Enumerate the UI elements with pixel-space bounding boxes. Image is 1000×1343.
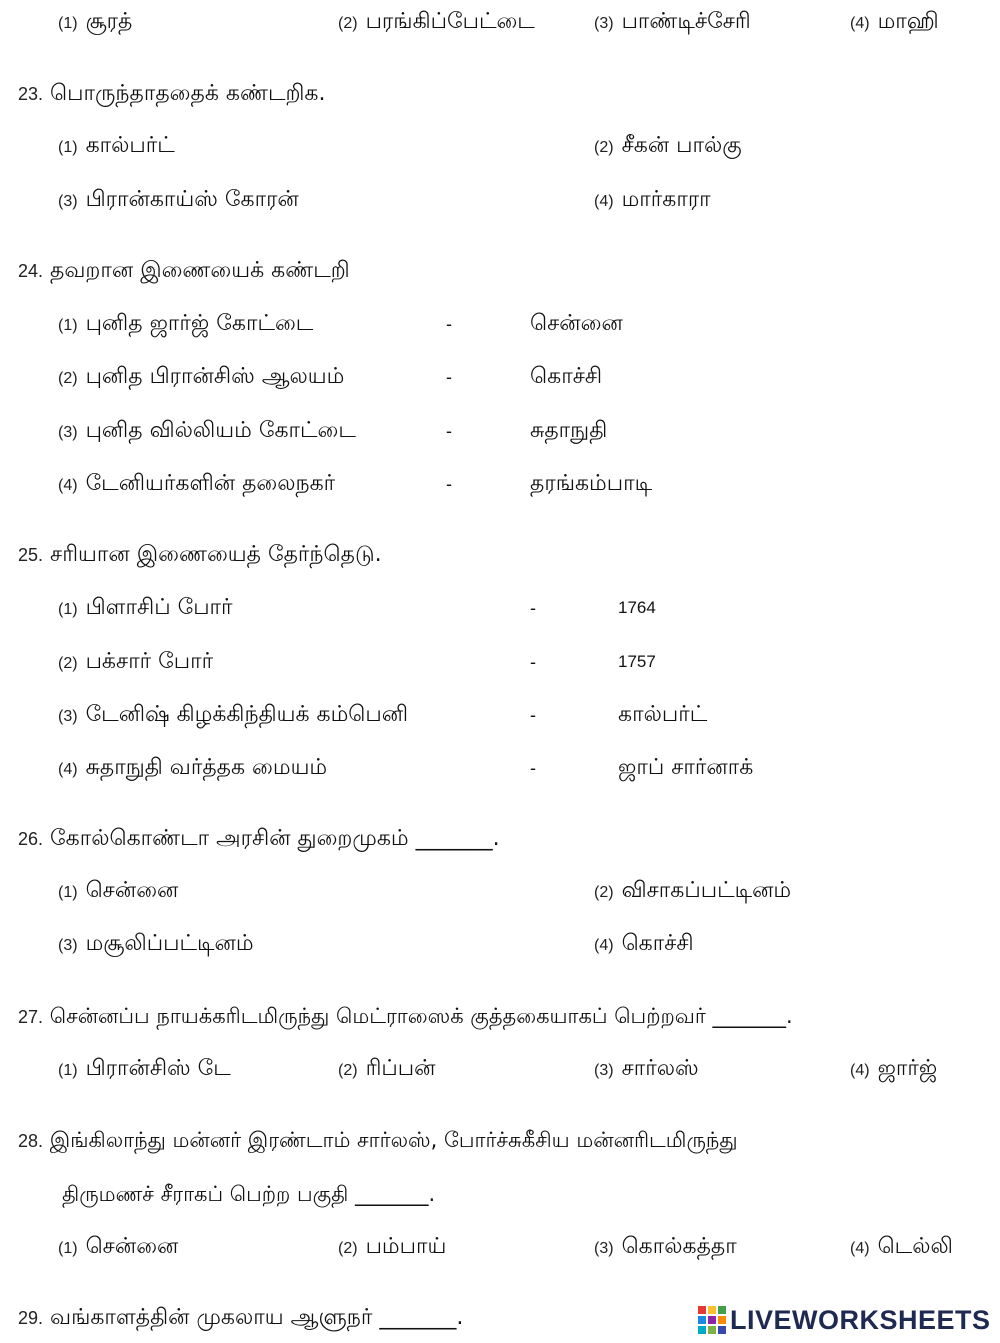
option[interactable] <box>338 1055 435 1085</box>
option-text: மார்காரா <box>621 187 711 212</box>
pair-left: பிளாசிப் போர் <box>85 595 233 620</box>
pair-right: கொச்சி <box>530 364 603 389</box>
pair-right: ஜாப் சார்னாக் <box>618 755 754 780</box>
pair-option[interactable] <box>58 310 313 340</box>
question-number: 23. <box>18 84 44 104</box>
option-number: (2) <box>594 139 614 156</box>
option-number: (4) <box>594 937 614 954</box>
question-number: 25. <box>18 545 44 565</box>
option-number: (1) <box>58 15 78 32</box>
pair-left: டேனிஷ் கிழக்கிந்தியக் கம்பெனி <box>85 702 409 727</box>
option-number: (2) <box>338 1240 358 1257</box>
option-text: மாஹி <box>877 9 939 34</box>
pair-right: 1757 <box>618 652 656 671</box>
option-text: சார்லஸ் <box>621 1056 699 1081</box>
pair-dash: - <box>530 652 536 672</box>
pair-option[interactable] <box>58 470 335 500</box>
question-number: 27. <box>18 1007 44 1027</box>
option-number: (3) <box>594 15 614 32</box>
option-number: (2) <box>58 655 78 672</box>
pair-dash: - <box>446 367 452 387</box>
option-number: (4) <box>58 761 78 778</box>
pair-option[interactable] <box>58 363 344 393</box>
option-number: (4) <box>58 477 78 494</box>
question-number: 24. <box>18 261 44 281</box>
pair-left: பக்சார் போர் <box>85 649 214 674</box>
option-text: பம்பாய் <box>365 1234 447 1259</box>
option-number: (2) <box>338 15 358 32</box>
option-text: சென்னை <box>85 1234 179 1259</box>
pair-option[interactable] <box>58 648 213 678</box>
option-number: (4) <box>594 193 614 210</box>
option[interactable] <box>58 930 254 960</box>
option[interactable] <box>338 1233 446 1263</box>
option-text: மசூலிப்பட்டினம் <box>85 931 254 956</box>
question-number: 29. <box>18 1308 44 1328</box>
option[interactable] <box>58 132 175 162</box>
pair-left: புனித ஜார்ஜ் கோட்டை <box>85 311 314 336</box>
option-text: பாண்டிச்சேரி <box>621 9 751 34</box>
option-text: கால்பர்ட் <box>85 133 175 158</box>
option[interactable] <box>594 186 711 216</box>
question-24 <box>18 257 350 285</box>
option-text: விசாகப்பட்டினம் <box>621 878 792 903</box>
question-23 <box>18 80 325 108</box>
option-text: பிரான்சிஸ் டே <box>85 1056 231 1081</box>
liveworksheets-logo-icon <box>698 1306 726 1334</box>
pair-option[interactable] <box>58 417 356 447</box>
option[interactable] <box>594 8 751 38</box>
logo-block <box>708 1326 716 1334</box>
option-text: பரங்கிப்பேட்டை <box>365 9 535 34</box>
option-number: (2) <box>58 370 78 387</box>
pair-option[interactable] <box>58 754 327 784</box>
pair-right: கால்பர்ட் <box>618 702 708 727</box>
option-number: (2) <box>338 1062 358 1079</box>
option-number: (1) <box>58 601 78 618</box>
logo-block <box>698 1316 706 1324</box>
option-number: (1) <box>58 884 78 901</box>
logo-block <box>718 1316 726 1324</box>
question-text: சென்னப்ப நாயக்கரிடமிருந்து மெட்ராஸைக் குத்தகையாகப் பெற்றவர் _______. <box>49 1004 793 1028</box>
pair-right: சென்னை <box>530 311 623 336</box>
option-text: கொல்கத்தா <box>621 1234 737 1259</box>
logo-block <box>718 1306 726 1314</box>
pair-right: சுதாநுதி <box>530 418 608 443</box>
option-number: (3) <box>58 708 78 725</box>
pair-dash: - <box>446 474 452 494</box>
liveworksheets-logo[interactable] <box>698 1303 991 1337</box>
pair-left: சுதாநுதி வர்த்தக மையம் <box>85 755 328 780</box>
question-text: கோல்கொண்டா அரசின் துறைமுகம் _______. <box>50 826 500 851</box>
option-number: (3) <box>58 193 78 210</box>
option-number: (4) <box>850 15 870 32</box>
option[interactable] <box>594 930 694 960</box>
question-text: தவறான இணையைக் கண்டறி <box>50 258 350 283</box>
option[interactable] <box>58 8 132 38</box>
question-text: வங்காளத்தின் முகலாய ஆளுநர் _______. <box>50 1305 464 1330</box>
pair-dash: - <box>530 758 536 778</box>
option-number: (2) <box>594 884 614 901</box>
option-number: (1) <box>58 1240 78 1257</box>
pair-right: தரங்கம்பாடி <box>530 471 653 496</box>
option-number: (3) <box>58 424 78 441</box>
option[interactable] <box>58 1233 178 1263</box>
question-27 <box>18 1002 793 1031</box>
pair-dash: - <box>530 705 536 725</box>
option[interactable] <box>850 1055 937 1085</box>
question-29 <box>18 1304 463 1332</box>
logo-block <box>708 1316 716 1324</box>
option[interactable] <box>58 1055 231 1085</box>
pair-right: 1764 <box>618 598 656 617</box>
option-number: (3) <box>58 937 78 954</box>
option[interactable] <box>850 1233 953 1263</box>
option-number: (1) <box>58 1062 78 1079</box>
option-text: சீகன் பால்கு <box>621 133 742 158</box>
option[interactable] <box>338 8 535 38</box>
logo-block <box>708 1306 716 1314</box>
option-text: பிரான்காய்ஸ் கோரன் <box>85 187 299 212</box>
option[interactable] <box>594 1233 737 1263</box>
pair-dash: - <box>530 598 536 618</box>
logo-block <box>698 1306 706 1314</box>
option-number: (3) <box>594 1240 614 1257</box>
question-text: இங்கிலாந்து மன்னர் இரண்டாம் சார்லஸ், போர்ச்சுகீசிய மன்னரிடமிருந்து <box>49 1128 738 1152</box>
option[interactable] <box>594 132 742 162</box>
option[interactable] <box>594 1055 699 1085</box>
option[interactable] <box>850 8 939 38</box>
option-text: சூரத் <box>85 9 133 34</box>
question-text-continued: திருமணச் சீராகப் பெற்ற பகுதி _______. <box>62 1182 436 1206</box>
option-number: (4) <box>850 1240 870 1257</box>
pair-dash: - <box>446 421 452 441</box>
pair-option[interactable] <box>58 701 408 731</box>
logo-block <box>718 1326 726 1334</box>
pair-dash: - <box>446 314 452 334</box>
logo-text: LIVEWORKSHEETS <box>730 1304 991 1335</box>
question-text: பொருந்தாததைக் கண்டறிக. <box>50 81 326 106</box>
option-text: சென்னை <box>85 878 179 903</box>
question-text: சரியான இணையைத் தேர்ந்தெடு. <box>50 542 382 567</box>
option-number: (1) <box>58 317 78 334</box>
question-number: 28. <box>18 1131 44 1151</box>
option[interactable] <box>58 186 299 216</box>
option-text: ரிப்பன் <box>365 1056 436 1081</box>
option-text: கொச்சி <box>621 931 694 956</box>
option-text: டெல்லி <box>877 1234 953 1259</box>
pair-left: புனித பிரான்சிஸ் ஆலயம் <box>85 364 345 389</box>
option-number: (4) <box>850 1062 870 1079</box>
question-25 <box>18 541 382 569</box>
pair-left: புனித வில்லியம் கோட்டை <box>85 418 356 443</box>
question-28 <box>18 1126 738 1155</box>
option-number: (1) <box>58 139 78 156</box>
logo-block <box>698 1326 706 1334</box>
option-number: (3) <box>594 1062 614 1079</box>
pair-option[interactable] <box>58 594 233 624</box>
option-text: ஜார்ஜ் <box>877 1056 938 1081</box>
option[interactable] <box>58 877 178 907</box>
pair-left: டேனியர்களின் தலைநகர் <box>85 471 336 496</box>
question-number: 26. <box>18 829 44 849</box>
option[interactable] <box>594 877 791 907</box>
question-26 <box>18 825 500 853</box>
